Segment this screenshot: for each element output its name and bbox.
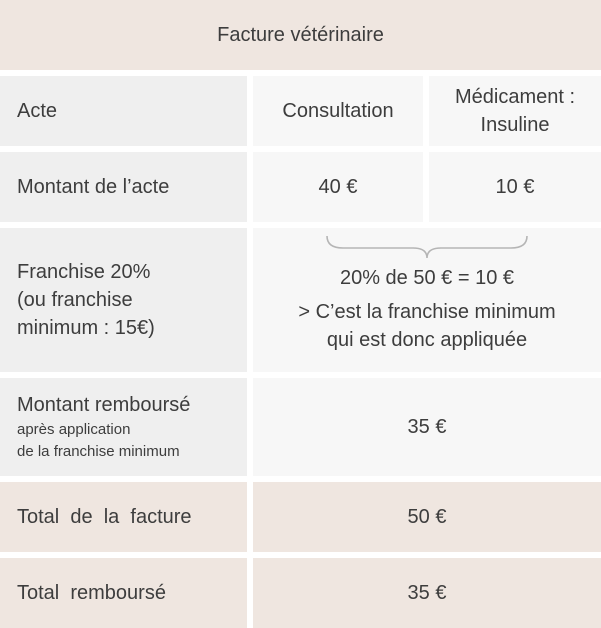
amount-medication-cell	[429, 152, 601, 222]
reimbursed-sub-line1: après application	[17, 421, 131, 438]
total-invoice-label-cell	[0, 482, 247, 552]
header-consultation-cell	[253, 76, 423, 146]
reimbursed-sub-line2: de la franchise minimum	[17, 443, 180, 460]
header-medication-line2: Insuline	[480, 114, 550, 136]
amount-label: Montant de l’acte	[17, 176, 170, 198]
reimbursed-value: 35 €	[407, 416, 447, 438]
franchise-label-line1: Franchise 20%	[17, 261, 151, 283]
header-consultation: Consultation	[282, 100, 394, 122]
franchise-calculation: 20% de 50 € = 10 €	[339, 267, 515, 289]
total-reimbursed-value: 35 €	[407, 582, 447, 604]
amount-consultation: 40 €	[318, 176, 358, 198]
total-reimbursed-label-cell	[0, 558, 247, 628]
total-reimbursed-value-cell	[253, 558, 601, 628]
header-medication-line1: Médicament :	[454, 86, 576, 108]
header-label: Acte	[17, 100, 58, 122]
table-title	[0, 0, 601, 70]
franchise-calc-cell	[253, 228, 601, 372]
amount-medication: 10 €	[495, 176, 535, 198]
total-invoice-value: 50 €	[407, 506, 447, 528]
curly-brace-icon	[325, 234, 529, 260]
franchise-note-line1: > C’est la franchise minimum	[298, 301, 556, 323]
reimbursed-label: Montant remboursé	[17, 394, 191, 416]
franchise-label-line2: (ou franchise	[17, 289, 133, 311]
total-invoice-value-cell	[253, 482, 601, 552]
table-title-text: Facture vétérinaire	[217, 24, 384, 46]
franchise-label-cell	[0, 228, 247, 372]
total-reimbursed-label: Total remboursé	[17, 582, 166, 604]
total-invoice-label: Total de la facture	[17, 506, 192, 528]
franchise-label-line3: minimum : 15€)	[17, 317, 155, 339]
header-medication-cell	[429, 76, 601, 146]
franchise-note-line2: qui est donc appliquée	[326, 329, 528, 351]
reimbursed-value-cell	[253, 378, 601, 476]
amount-label-cell	[0, 152, 247, 222]
amount-consultation-cell	[253, 152, 423, 222]
header-label-cell	[0, 76, 247, 146]
reimbursed-label-cell	[0, 378, 247, 476]
